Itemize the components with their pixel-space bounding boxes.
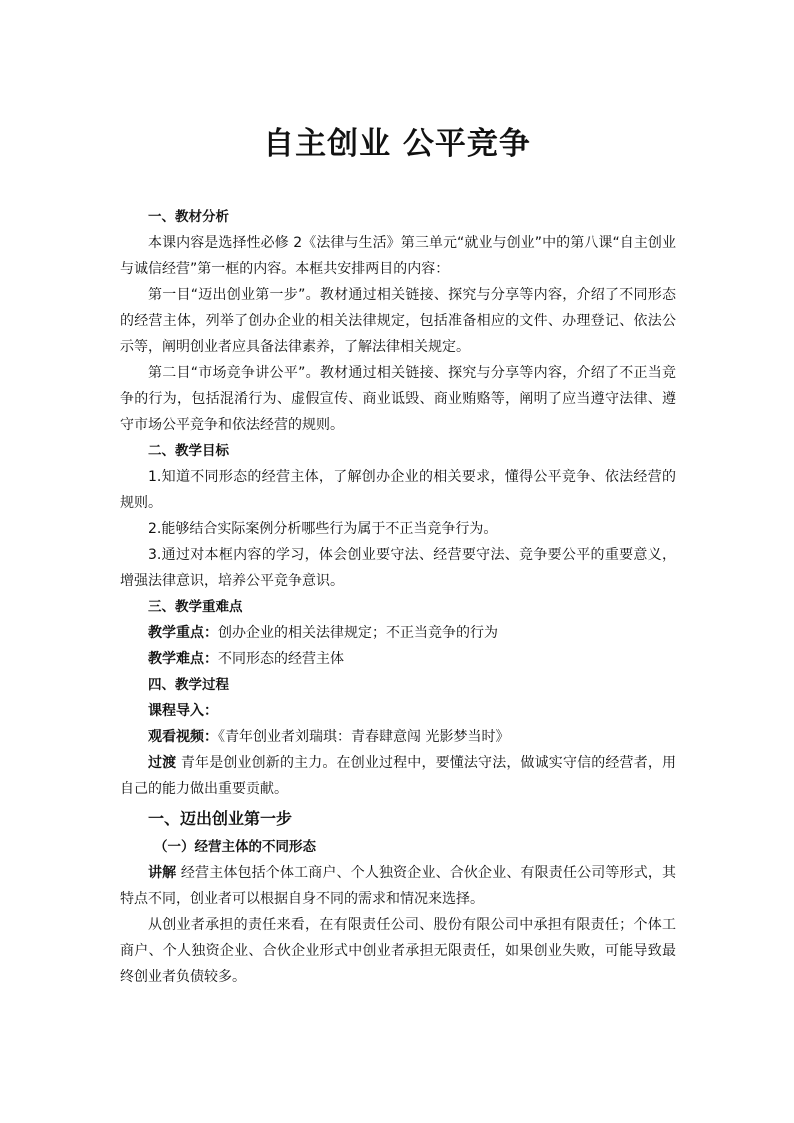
transition-paragraph xyxy=(120,750,676,802)
difficulty-label: 教学难点： xyxy=(148,651,218,667)
video-title: 《青年创业者刘瑞琪：青春肆意闯 光影梦当时》 xyxy=(218,729,510,745)
explain-label: 讲解 xyxy=(148,865,177,881)
goal-item-2: 2.能够结合实际案例分析哪些行为属于不正当竞争行为。 xyxy=(148,521,498,537)
key-point-label: 教学重点： xyxy=(148,625,218,641)
paragraph-analysis-1: 本课内容是选择性必修 2《法律与生活》第三单元“就业与创业”中的第八课“自主创业与诚信经营”第一框的内容。本框共安排两目的内容： xyxy=(120,235,676,277)
section-heading-analysis: 一、教材分析 xyxy=(148,209,229,225)
section-heading-keypoints: 三、教学重难点 xyxy=(148,599,243,615)
key-point-text: 创办企业的相关法律规定；不正当竞争的行为 xyxy=(218,625,498,641)
difficulty-text: 不同形态的经营主体 xyxy=(218,651,344,667)
explain-text: 经营主体包括个体工商户、个人独资企业、合伙企业、有限责任公司等形式，其特点不同，创业者可以根据自身不同的需求和情况来选择。 xyxy=(120,865,677,907)
explain-paragraph xyxy=(120,860,676,912)
video-line xyxy=(120,724,676,750)
goal-item-3: 3.通过对本框内容的学习，体会创业要守法、经营要守法、竞争要公平的重要意义，增强法律意识，培养公平竞争意识。 xyxy=(120,547,676,589)
subpart-heading-1: （一）经营主体的不同形态 xyxy=(154,839,316,855)
transition-label: 过渡 xyxy=(148,755,177,771)
transition-text: 青年是创业创新的主力。在创业过程中，要懂法守法，做诚实守信的经营者，用自己的能力做出重要贡献。 xyxy=(120,755,677,797)
paragraph-analysis-3: 第二目“市场竞争讲公平”。教材通过相关链接、探究与分享等内容，介绍了不正当竞争的行为，包括混淆行为、虚假宣传、商业诋毁、商业贿赂等，阐明了应当遵守法律、遵守市场公平竞争和依法经营的规则。 xyxy=(120,365,676,433)
liability-paragraph: 从创业者承担的责任来看，在有限责任公司、股份有限公司中承担有限责任；个体工商户、个人独资企业、合伙企业形式中创业者承担无限责任，如果创业失败，可能导致最终创业者负债较多。 xyxy=(120,917,676,985)
intro-label: 课程导入： xyxy=(148,703,218,719)
section-heading-process: 四、教学过程 xyxy=(148,677,229,693)
difficulty-line xyxy=(120,646,676,672)
part-heading-1: 一、迈出创业第一步 xyxy=(148,809,293,828)
paragraph-analysis-2: 第一目“迈出创业第一步”。教材通过相关链接、探究与分享等内容，介绍了不同形态的经营主体，列举了创办企业的相关法律规定，包括准备相应的文件、办理登记、依法公示等，阐明创业者应具备法律素养，了解法律相关规定。 xyxy=(120,287,676,355)
section-heading-goals: 二、教学目标 xyxy=(148,443,229,459)
document-title: 自主创业 公平竞争 xyxy=(263,126,531,162)
goal-item-1: 1.知道不同形态的经营主体，了解创办企业的相关要求，懂得公平竞争、依法经营的规则。 xyxy=(120,469,676,511)
key-point-line xyxy=(120,620,676,646)
document-body xyxy=(120,204,676,990)
video-label: 观看视频： xyxy=(148,729,218,745)
